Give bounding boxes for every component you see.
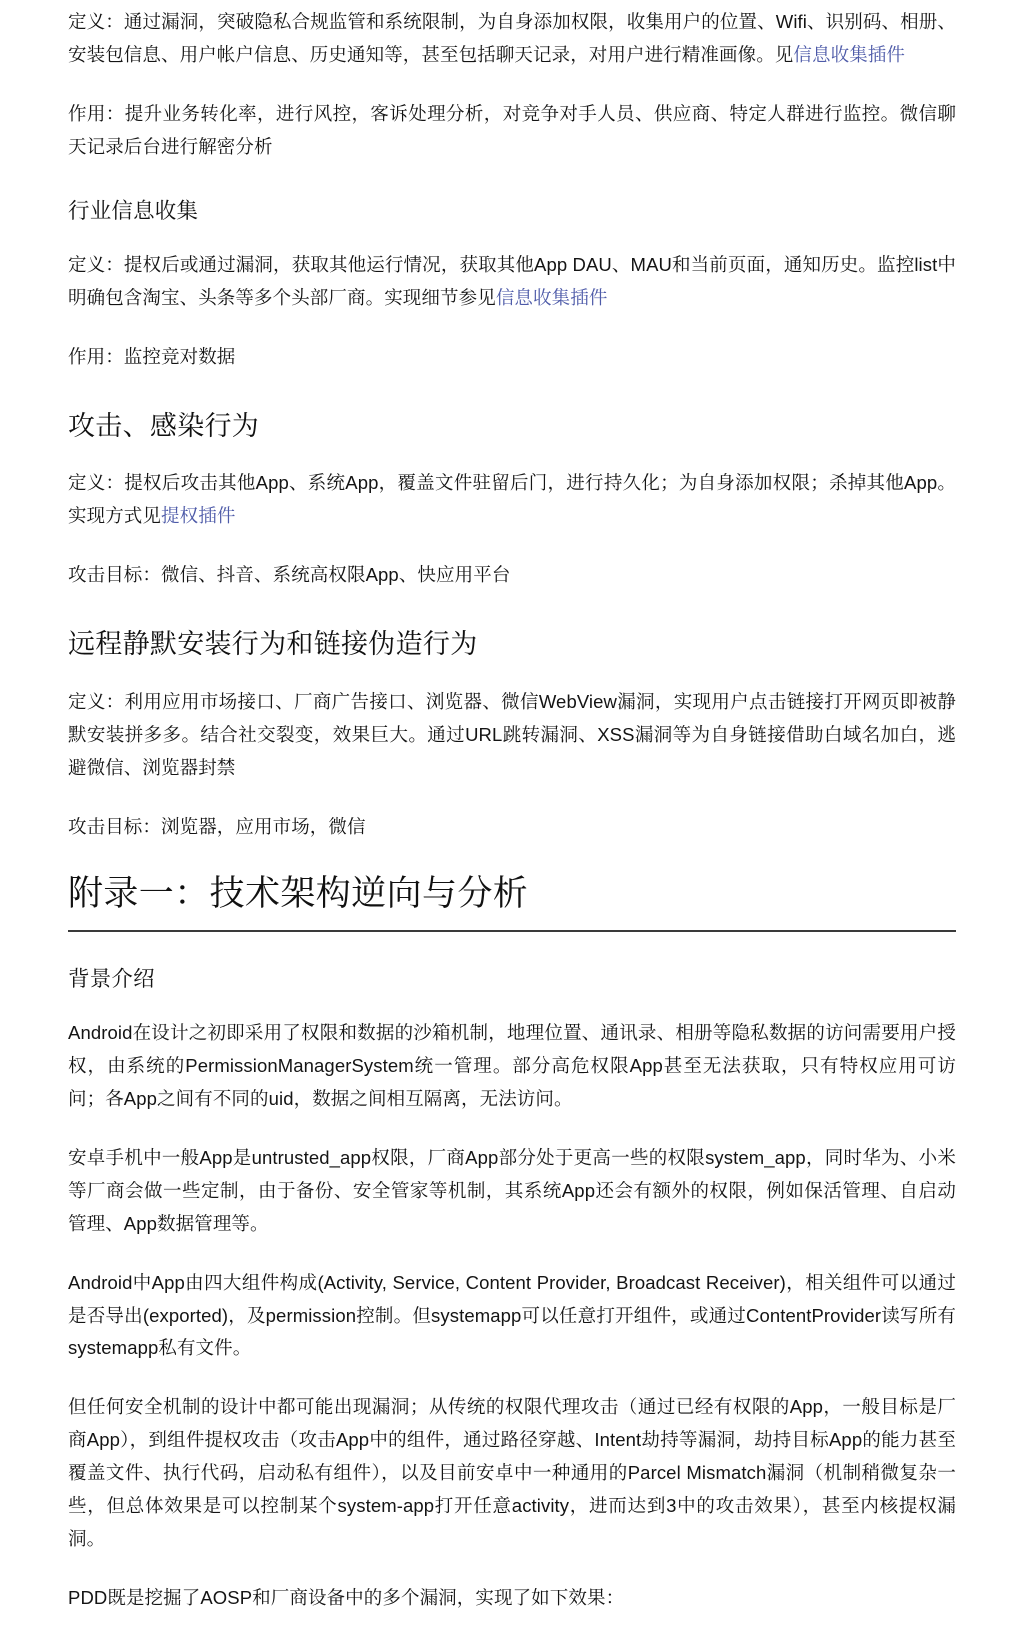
text-run: 安卓手机中一般App是untrusted_app权限，厂商App部分处于更高一些的权限system_app，同时华为、小米等厂商会做一些定制，由于备份、安全管家等机制，其系统App还会有额外的权限，例如保活管理、自启动管理、App数据管理等。 — [68, 1146, 956, 1234]
text-run: 背景介绍 — [68, 966, 155, 991]
text-run: 攻击目标：浏览器，应用市场，微信 — [68, 815, 366, 837]
text-run: 定义：提权后或通过漏洞，获取其他运行情况，获取其他App DAU、MAU和当前页面，通知历史。监控list中明确包含淘宝、头条等多个头部厂商。实现细节参见 — [68, 253, 956, 308]
paragraph-attack-targets — [68, 559, 956, 592]
inline-link[interactable]: 信息收集插件 — [793, 43, 906, 65]
paragraph-android-sandbox — [68, 1017, 956, 1116]
paragraph-industry-definition — [68, 249, 956, 315]
text-run: 作用：提升业务转化率，进行风控，客诉处理分析，对竞争对手人员、供应商、特定人群进行监控。微信聊天记录后台进行解密分析 — [68, 102, 956, 157]
heading-background-introduction — [68, 964, 956, 995]
text-run: 定义：提权后攻击其他App、系统App，覆盖文件驻留后门，进行持久化；为自身添加权限；杀掉其他App。实现方式见 — [68, 472, 956, 527]
heading-attack-infection-behavior — [68, 408, 956, 446]
document-content — [68, 6, 956, 1641]
paragraph-industry-purpose — [68, 341, 956, 374]
text-run: PDD既是挖掘了AOSP和厂商设备中的多个漏洞，实现了如下效果： — [68, 1587, 625, 1608]
inline-link[interactable]: 信息收集插件 — [495, 286, 608, 308]
heading-silent-install-and-link-forgery — [68, 626, 956, 664]
paragraph-four-components — [68, 1267, 956, 1366]
heading-industry-info-collection — [68, 196, 956, 227]
text-run: 攻击、感染行为 — [68, 410, 260, 441]
paragraph-silent-install-definition — [68, 686, 956, 785]
text-run: Android中App由四大组件构成(Activity, Service, Content Provider, Broadcast Receiver)，相关组件可以通过是否导出(exported)，及permission控制。但systemapp可以任意打开组件，或通过ContentProvider读写所有systemapp私有文件。 — [68, 1271, 956, 1359]
heading-appendix-one — [68, 870, 956, 917]
text-run: 攻击目标：微信、抖音、系统高权限App、快应用平台 — [68, 564, 511, 586]
inline-link[interactable]: 提权插件 — [161, 505, 236, 527]
text-run: 定义：通过漏洞，突破隐私合规监管和系统限制，为自身添加权限，收集用户的位置、Wifi、识别码、相册、安装包信息、用户帐户信息、历史通知等，甚至包括聊天记录，对用户进行精准画像。见 — [68, 11, 956, 65]
paragraph-untrusted-app-permissions — [68, 1142, 956, 1241]
text-run: 作用：监控竞对数据 — [68, 345, 236, 367]
appendix-divider — [68, 930, 956, 932]
text-run: Android在设计之初即采用了权限和数据的沙箱机制，地理位置、通讯录、相册等隐私数据的访问需要用户授权，由系统的PermissionManagerSystem统一管理。部分高危权限App甚至无法获取，只有特权应用可访问；各App之间有不同的uid，数据之间相互隔离，无法访问。 — [68, 1022, 956, 1109]
text-run: 但任何安全机制的设计中都可能出现漏洞；从传统的权限代理攻击（通过已经有权限的App，一般目标是厂商App），到组件提权攻击（攻击App中的组件，通过路径穿越、Intent劫持等漏洞，劫持目标App的能力甚至覆盖文件、执行代码，启动私有组件），以及目前安卓中一种通用的Parcel Mismatch漏洞（机制稍微复杂一些，但总体效果是可以控制某个system-app打开任意activity，进而达到3中的攻击效果），甚至内核提权漏洞。 — [68, 1396, 956, 1550]
paragraph-privacy-definition — [68, 6, 956, 72]
text-run: 行业信息收集 — [68, 198, 199, 223]
text-run: 附录一：技术架构逆向与分析 — [68, 873, 529, 913]
paragraph-silent-install-targets — [68, 811, 956, 844]
paragraph-pdd-exploits — [68, 1582, 956, 1615]
text-run: 远程静默安装行为和链接伪造行为 — [68, 629, 478, 660]
paragraph-privacy-purpose — [68, 98, 956, 164]
paragraph-security-vulnerabilities — [68, 1391, 956, 1556]
paragraph-attack-definition — [68, 467, 956, 533]
text-run: 定义：利用应用市场接口、厂商广告接口、浏览器、微信WebView漏洞，实现用户点击链接打开网页即被静默安装拼多多。结合社交裂变，效果巨大。通过URL跳转漏洞、XSS漏洞等为自身链接借助白域名加白，逃避微信、浏览器封禁 — [68, 690, 956, 778]
